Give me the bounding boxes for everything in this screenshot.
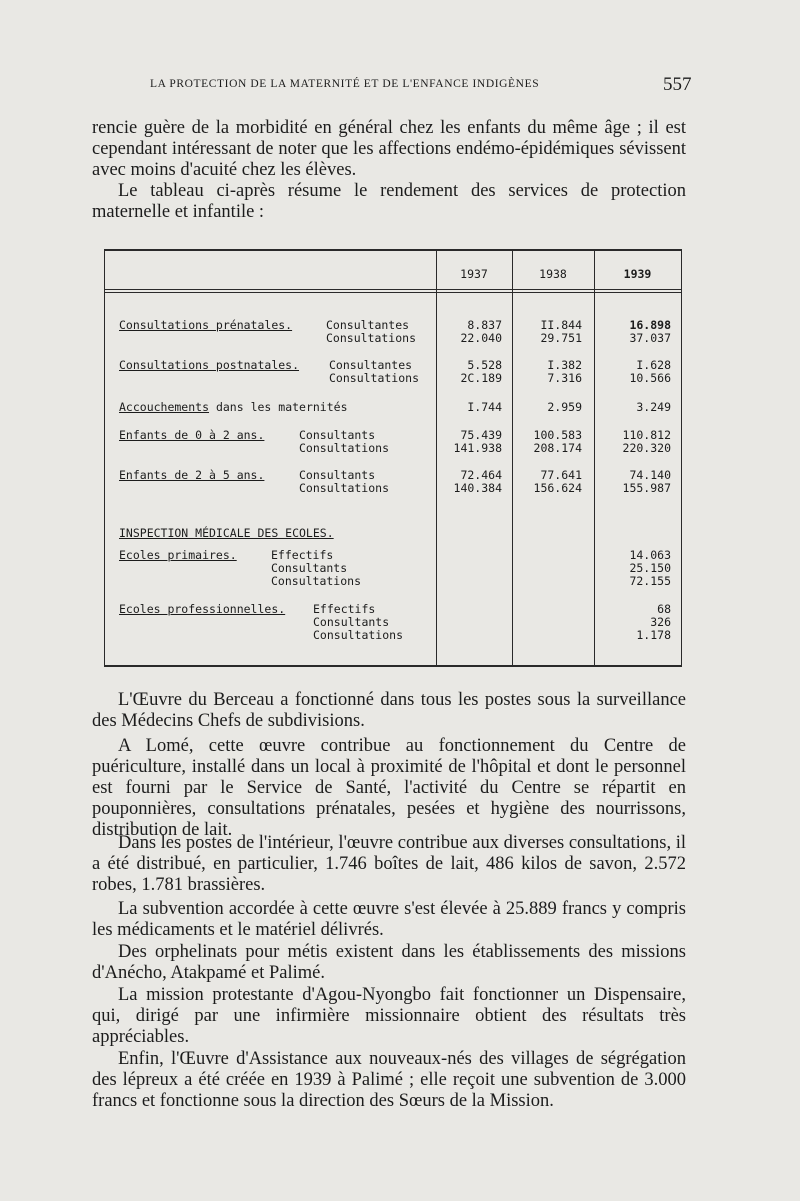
running-title: LA PROTECTION DE LA MATERNITÉ ET DE L'ENFANCE INDIGÈNES — [150, 78, 540, 90]
row-label-postnatal: Consultations postnatales. — [119, 358, 300, 372]
row-label-kids-2-5: Enfants de 2 à 5 ans. — [119, 468, 265, 482]
row-label-main: Accouchements — [119, 400, 210, 414]
page-number: 557 — [663, 74, 692, 95]
cell-value: 8.837 — [467, 318, 502, 332]
paragraph-orphelinats: Des orphelinats pour métis existent dans les établissements des missions d'Anécho, Atakpamé et Palimé. — [92, 942, 686, 983]
row-sublabel: Consultantes — [326, 318, 410, 332]
cell-value: I.628 — [636, 358, 671, 372]
cell-value: 110.812 — [622, 428, 671, 442]
cell-value: I.382 — [547, 358, 582, 372]
row-sublabel: Consultantes — [329, 358, 413, 372]
cell-value: 25.150 — [629, 561, 671, 575]
cell-value: 155.987 — [622, 481, 671, 495]
row-label-prenatal: Consultations prénatales. — [119, 318, 293, 332]
paragraph-oeuvre-berceau: L'Œuvre du Berceau a fonctionné dans tous les postes sous la surveillance des Médecins Chefs de subdivisions. — [92, 690, 686, 731]
row-label-rest: dans les maternités — [215, 400, 348, 414]
row-sublabel: Consultants — [299, 428, 376, 442]
cell-value: 72.464 — [460, 468, 502, 482]
row-label-kids-0-2: Enfants de 0 à 2 ans. — [119, 428, 265, 442]
column-divider — [436, 251, 437, 665]
year-header-1938: 1938 — [539, 267, 567, 281]
year-header-1939: 1939 — [623, 267, 652, 281]
table-intro-paragraph: Le tableau ci-après résume le rendement des services de protection maternelle et infantile : — [92, 181, 686, 222]
row-sublabel: Effectifs — [271, 548, 334, 562]
cell-value: 5.528 — [467, 358, 502, 372]
cell-value: 72.155 — [629, 574, 671, 588]
cell-value: 77.641 — [540, 468, 582, 482]
cell-value: 2C.189 — [460, 371, 502, 385]
cell-value: 208.174 — [533, 441, 582, 455]
row-sublabel: Consultations — [326, 331, 417, 345]
inspection-heading: INSPECTION MÉDICALE DES ECOLES. — [119, 526, 334, 540]
cell-value: 100.583 — [533, 428, 582, 442]
intro-paragraph: rencie guère de la morbidité en général chez les enfants du même âge ; il est cependant intéressant de noter que les affections endémo-épidémiques sévissent avec moins d'acuité chez les élèves. — [92, 118, 686, 180]
row-sublabel: Consultations — [299, 441, 390, 455]
cell-value: 1.178 — [636, 628, 671, 642]
cell-value: 156.624 — [533, 481, 582, 495]
row-label-professional-schools: Ecoles professionnelles. — [119, 602, 286, 616]
cell-value: 326 — [650, 615, 671, 629]
row-label-primary-schools: Ecoles primaires. — [119, 548, 237, 562]
cell-value: 140.384 — [453, 481, 502, 495]
cell-value: 14.063 — [629, 548, 671, 562]
row-sublabel: Effectifs — [313, 602, 376, 616]
cell-value: 10.566 — [629, 371, 671, 385]
statistics-table — [104, 249, 682, 667]
row-sublabel: Consultations — [299, 481, 390, 495]
paragraph-oeuvre-assistance: Enfin, l'Œuvre d'Assistance aux nouveaux-nés des villages de ségrégation des lépreux a été créée en 1939 à Palimé ; elle reçoit une subvention de 3.000 francs et fonctionne sous la direction des Sœurs de la Mission. — [92, 1049, 686, 1111]
cell-value: I.744 — [467, 400, 502, 414]
cell-value: II.844 — [540, 318, 582, 332]
paragraph-postes-interieur: Dans les postes de l'intérieur, l'œuvre contribue aux diverses consultations, il a été distribué, en particulier, 1.746 boîtes de lait, 486 kilos de savon, 2.572 robes, 1.781 brassières. — [92, 833, 686, 895]
cell-value: 75.439 — [460, 428, 502, 442]
row-sublabel: Consultations — [271, 574, 362, 588]
row-sublabel: Consultants — [299, 468, 376, 482]
paragraph-lome: A Lomé, cette œuvre contribue au fonctionnement du Centre de puériculture, installé dans un local à proximité de l'hôpital et dont le personnel est fourni par le Service de Santé, l'activité du Centre se répartit en pouponnières, consultations prénatales, pesées et hygiène des nourrissons, distribution de lait. — [92, 736, 686, 840]
cell-value: 7.316 — [547, 371, 582, 385]
cell-value: 220.320 — [622, 441, 671, 455]
paragraph-subvention: La subvention accordée à cette œuvre s'est élevée à 25.889 francs y compris les médicaments et le matériel délivrés. — [92, 899, 686, 940]
year-header-1937: 1937 — [460, 267, 488, 281]
cell-value: 22.040 — [460, 331, 502, 345]
cell-value: 37.037 — [629, 331, 671, 345]
row-sublabel: Consultants — [271, 561, 348, 575]
row-sublabel: Consultants — [313, 615, 390, 629]
cell-value: 74.140 — [629, 468, 671, 482]
cell-value: 68 — [657, 602, 671, 616]
cell-value: 16.898 — [629, 318, 671, 332]
cell-value: 2.959 — [547, 400, 582, 414]
header-divider — [105, 289, 681, 290]
row-sublabel: Consultations — [329, 371, 420, 385]
paragraph-mission-protestante: La mission protestante d'Agou-Nyongbo fait fonctionner un Dispensaire, qui, dirigé par une infirmière missionnaire obtient des résultats très appréciables. — [92, 985, 686, 1047]
cell-value: 29.751 — [540, 331, 582, 345]
cell-value: 3.249 — [636, 400, 671, 414]
row-label-births — [119, 401, 348, 413]
column-divider — [512, 251, 513, 665]
cell-value: 141.938 — [453, 441, 502, 455]
row-sublabel: Consultations — [313, 628, 404, 642]
header-divider — [105, 292, 681, 293]
